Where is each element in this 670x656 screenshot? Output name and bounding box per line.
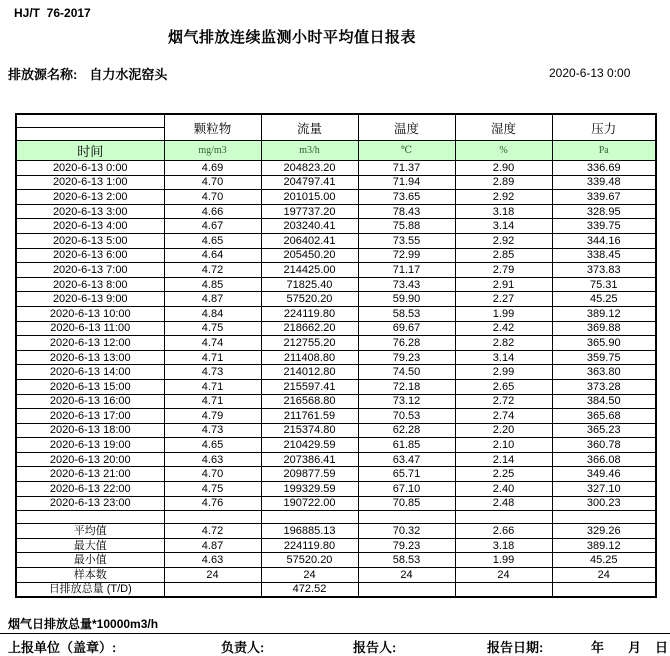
value-cell-4: 389.12 xyxy=(552,306,656,321)
unit-cell-0: mg/m3 xyxy=(164,141,261,161)
value-cell-2: 71.17 xyxy=(358,263,455,278)
table-row xyxy=(16,292,656,307)
value-cell-4: 300.23 xyxy=(552,496,656,511)
time-cell: 2020-6-13 5:00 xyxy=(16,233,164,248)
summary-value-4: 329.26 xyxy=(552,524,656,539)
table-row xyxy=(16,350,656,365)
value-cell-0: 4.70 xyxy=(164,175,261,190)
summary-label: 最小值 xyxy=(16,553,164,568)
summary-value-1: 196885.13 xyxy=(261,524,358,539)
footer-divider xyxy=(0,633,670,634)
unit-cell-2: ℃ xyxy=(358,141,455,161)
table-row xyxy=(16,306,656,321)
time-cell: 2020-6-13 7:00 xyxy=(16,263,164,278)
time-cell: 2020-6-13 17:00 xyxy=(16,409,164,424)
time-cell: 2020-6-13 19:00 xyxy=(16,438,164,453)
value-cell-3: 2.91 xyxy=(455,277,552,292)
value-cell-3: 2.99 xyxy=(455,365,552,380)
unit-cell-3: % xyxy=(455,141,552,161)
summary-value-0: 24 xyxy=(164,568,261,583)
summary-row xyxy=(16,524,656,539)
summary-value-2: 24 xyxy=(358,568,455,583)
value-cell-4: 339.67 xyxy=(552,190,656,205)
value-cell-4: 338.45 xyxy=(552,248,656,263)
value-cell-0: 4.69 xyxy=(164,161,261,176)
value-cell-0: 4.67 xyxy=(164,219,261,234)
time-cell: 2020-6-13 20:00 xyxy=(16,452,164,467)
value-cell-3: 2.89 xyxy=(455,175,552,190)
value-cell-0: 4.73 xyxy=(164,423,261,438)
value-cell-2: 73.65 xyxy=(358,190,455,205)
value-cell-1: 197737.20 xyxy=(261,204,358,219)
report-table-body xyxy=(16,161,656,598)
value-cell-4: 365.23 xyxy=(552,423,656,438)
value-cell-0: 4.74 xyxy=(164,336,261,351)
value-cell-2: 72.18 xyxy=(358,379,455,394)
value-cell-2: 63.47 xyxy=(358,452,455,467)
value-cell-4: 336.69 xyxy=(552,161,656,176)
value-cell-1: 203240.41 xyxy=(261,219,358,234)
table-row xyxy=(16,161,656,176)
summary-value-3: 3.18 xyxy=(455,538,552,553)
table-row xyxy=(16,263,656,278)
summary-value-1: 24 xyxy=(261,568,358,583)
value-cell-1: 205450.20 xyxy=(261,248,358,263)
value-cell-4: 384.50 xyxy=(552,394,656,409)
table-row xyxy=(16,438,656,453)
value-cell-1: 71825.40 xyxy=(261,277,358,292)
value-cell-3: 2.85 xyxy=(455,248,552,263)
table-row xyxy=(16,233,656,248)
value-cell-2: 61.85 xyxy=(358,438,455,453)
separator-cell xyxy=(358,511,455,524)
value-cell-1: 214012.80 xyxy=(261,365,358,380)
value-cell-4: 327.10 xyxy=(552,482,656,497)
summary-label: 最大值 xyxy=(16,538,164,553)
table-row xyxy=(16,452,656,467)
unit-cell-4: Pa xyxy=(552,141,656,161)
value-cell-3: 2.79 xyxy=(455,263,552,278)
value-cell-3: 1.99 xyxy=(455,306,552,321)
column-header-1: 流量 xyxy=(261,114,358,141)
value-cell-2: 58.53 xyxy=(358,306,455,321)
summary-row xyxy=(16,553,656,568)
month-label: 月 xyxy=(628,640,642,655)
corner-cell-top xyxy=(16,114,164,128)
summary-value-3: 24 xyxy=(455,568,552,583)
value-cell-2: 74.50 xyxy=(358,365,455,380)
value-cell-1: 215597.41 xyxy=(261,379,358,394)
time-cell: 2020-6-13 21:00 xyxy=(16,467,164,482)
value-cell-1: 214425.00 xyxy=(261,263,358,278)
value-cell-0: 4.76 xyxy=(164,496,261,511)
report-datetime: 2020-6-13 0:00 xyxy=(549,66,631,80)
time-cell: 2020-6-13 12:00 xyxy=(16,336,164,351)
value-cell-1: 215374.80 xyxy=(261,423,358,438)
table-row xyxy=(16,379,656,394)
value-cell-4: 369.88 xyxy=(552,321,656,336)
table-row xyxy=(16,219,656,234)
table-row xyxy=(16,496,656,511)
separator-cell xyxy=(16,511,164,524)
emission-source-label: 排放源名称: xyxy=(8,67,78,82)
summary-value-4 xyxy=(552,582,656,597)
value-cell-3: 2.20 xyxy=(455,423,552,438)
value-cell-4: 339.48 xyxy=(552,175,656,190)
summary-value-1: 57520.20 xyxy=(261,553,358,568)
value-cell-0: 4.66 xyxy=(164,204,261,219)
value-cell-4: 366.08 xyxy=(552,452,656,467)
value-cell-3: 3.14 xyxy=(455,350,552,365)
table-row xyxy=(16,248,656,263)
time-cell: 2020-6-13 4:00 xyxy=(16,219,164,234)
value-cell-4: 339.75 xyxy=(552,219,656,234)
summary-value-3: 1.99 xyxy=(455,553,552,568)
column-header-0: 颗粒物 xyxy=(164,114,261,141)
table-row xyxy=(16,482,656,497)
value-cell-0: 4.71 xyxy=(164,394,261,409)
value-cell-1: 201015.00 xyxy=(261,190,358,205)
table-row xyxy=(16,277,656,292)
value-cell-3: 2.48 xyxy=(455,496,552,511)
value-cell-4: 45.25 xyxy=(552,292,656,307)
report-date-label: 报告日期: xyxy=(487,640,544,655)
value-cell-0: 4.87 xyxy=(164,292,261,307)
value-cell-0: 4.84 xyxy=(164,306,261,321)
table-row xyxy=(16,365,656,380)
value-cell-0: 4.75 xyxy=(164,482,261,497)
summary-value-2: 70.32 xyxy=(358,524,455,539)
page-title: 烟气排放连续监测小时平均值日报表 xyxy=(167,29,416,46)
summary-value-4: 24 xyxy=(552,568,656,583)
value-cell-2: 71.94 xyxy=(358,175,455,190)
value-cell-4: 359.75 xyxy=(552,350,656,365)
value-cell-3: 2.92 xyxy=(455,233,552,248)
report-table-head xyxy=(16,114,656,161)
value-cell-0: 4.65 xyxy=(164,438,261,453)
value-cell-4: 363.80 xyxy=(552,365,656,380)
value-cell-2: 73.12 xyxy=(358,394,455,409)
value-cell-2: 59.90 xyxy=(358,292,455,307)
time-cell: 2020-6-13 11:00 xyxy=(16,321,164,336)
standard-number: HJ/T 76-2017 xyxy=(14,6,91,20)
summary-value-1: 224119.80 xyxy=(261,538,358,553)
table-row xyxy=(16,394,656,409)
value-cell-3: 2.27 xyxy=(455,292,552,307)
value-cell-2: 79.23 xyxy=(358,350,455,365)
value-cell-3: 2.82 xyxy=(455,336,552,351)
value-cell-2: 71.37 xyxy=(358,161,455,176)
corner-cell-bottom xyxy=(16,128,164,141)
summary-row xyxy=(16,568,656,583)
value-cell-4: 365.68 xyxy=(552,409,656,424)
value-cell-1: 190722.00 xyxy=(261,496,358,511)
value-cell-3: 2.90 xyxy=(455,161,552,176)
year-label: 年 xyxy=(591,640,605,655)
table-row xyxy=(16,190,656,205)
value-cell-2: 70.85 xyxy=(358,496,455,511)
summary-value-4: 389.12 xyxy=(552,538,656,553)
separator-row xyxy=(16,511,656,524)
value-cell-3: 2.14 xyxy=(455,452,552,467)
value-cell-0: 4.64 xyxy=(164,248,261,263)
value-cell-1: 57520.20 xyxy=(261,292,358,307)
value-cell-0: 4.75 xyxy=(164,321,261,336)
time-cell: 2020-6-13 18:00 xyxy=(16,423,164,438)
value-cell-3: 2.25 xyxy=(455,467,552,482)
table-row xyxy=(16,467,656,482)
value-cell-1: 224119.80 xyxy=(261,306,358,321)
value-cell-0: 4.79 xyxy=(164,409,261,424)
summary-value-3 xyxy=(455,582,552,597)
value-cell-2: 65.71 xyxy=(358,467,455,482)
table-row xyxy=(16,409,656,424)
table-row xyxy=(16,423,656,438)
value-cell-2: 78.43 xyxy=(358,204,455,219)
value-cell-2: 73.55 xyxy=(358,233,455,248)
time-cell: 2020-6-13 3:00 xyxy=(16,204,164,219)
time-header: 时间 xyxy=(16,141,164,161)
value-cell-2: 67.10 xyxy=(358,482,455,497)
unit-cell-1: m3/h xyxy=(261,141,358,161)
time-cell: 2020-6-13 8:00 xyxy=(16,277,164,292)
report-unit-label: 上报单位（盖章）: xyxy=(8,640,117,655)
summary-label: 平均值 xyxy=(16,524,164,539)
value-cell-0: 4.63 xyxy=(164,452,261,467)
value-cell-1: 216568.80 xyxy=(261,394,358,409)
value-cell-1: 212755.20 xyxy=(261,336,358,351)
value-cell-2: 72.99 xyxy=(358,248,455,263)
column-header-2: 温度 xyxy=(358,114,455,141)
time-cell: 2020-6-13 13:00 xyxy=(16,350,164,365)
value-cell-0: 4.65 xyxy=(164,233,261,248)
value-cell-1: 206402.41 xyxy=(261,233,358,248)
summary-row xyxy=(16,538,656,553)
reporter-label: 报告人: xyxy=(353,640,397,655)
value-cell-1: 218662.20 xyxy=(261,321,358,336)
value-cell-4: 373.83 xyxy=(552,263,656,278)
value-cell-4: 365.90 xyxy=(552,336,656,351)
value-cell-0: 4.71 xyxy=(164,350,261,365)
time-cell: 2020-6-13 9:00 xyxy=(16,292,164,307)
summary-value-0: 4.87 xyxy=(164,538,261,553)
time-cell: 2020-6-13 1:00 xyxy=(16,175,164,190)
value-cell-2: 75.88 xyxy=(358,219,455,234)
time-cell: 2020-6-13 6:00 xyxy=(16,248,164,263)
value-cell-2: 70.53 xyxy=(358,409,455,424)
responsible-person-label: 负责人: xyxy=(221,640,265,655)
value-cell-4: 373.28 xyxy=(552,379,656,394)
value-cell-3: 2.40 xyxy=(455,482,552,497)
total-emission-note: 烟气日排放总量*10000m3/h xyxy=(8,617,159,631)
value-cell-1: 209877.59 xyxy=(261,467,358,482)
header-row-top xyxy=(16,114,656,128)
value-cell-2: 76.28 xyxy=(358,336,455,351)
day-label: 日 xyxy=(655,640,669,655)
table-row xyxy=(16,204,656,219)
column-header-4: 压力 xyxy=(552,114,656,141)
value-cell-3: 3.18 xyxy=(455,204,552,219)
value-cell-4: 349.46 xyxy=(552,467,656,482)
value-cell-0: 4.70 xyxy=(164,190,261,205)
value-cell-1: 204823.20 xyxy=(261,161,358,176)
separator-cell xyxy=(261,511,358,524)
report-table xyxy=(15,113,657,598)
time-cell: 2020-6-13 10:00 xyxy=(16,306,164,321)
value-cell-3: 2.72 xyxy=(455,394,552,409)
value-cell-0: 4.73 xyxy=(164,365,261,380)
time-cell: 2020-6-13 14:00 xyxy=(16,365,164,380)
value-cell-2: 62.28 xyxy=(358,423,455,438)
emission-source-line xyxy=(8,64,167,83)
time-cell: 2020-6-13 15:00 xyxy=(16,379,164,394)
value-cell-4: 75.31 xyxy=(552,277,656,292)
value-cell-3: 2.74 xyxy=(455,409,552,424)
summary-label: 样本数 xyxy=(16,568,164,583)
separator-cell xyxy=(455,511,552,524)
value-cell-4: 328.95 xyxy=(552,204,656,219)
emission-source-name: 自力水泥窑头 xyxy=(89,67,168,82)
value-cell-0: 4.71 xyxy=(164,379,261,394)
value-cell-2: 73.43 xyxy=(358,277,455,292)
summary-value-0: 4.63 xyxy=(164,553,261,568)
summary-value-3: 2.66 xyxy=(455,524,552,539)
value-cell-3: 3.14 xyxy=(455,219,552,234)
value-cell-0: 4.72 xyxy=(164,263,261,278)
table-row xyxy=(16,321,656,336)
value-cell-3: 2.42 xyxy=(455,321,552,336)
value-cell-1: 211408.80 xyxy=(261,350,358,365)
value-cell-2: 69.67 xyxy=(358,321,455,336)
value-cell-3: 2.92 xyxy=(455,190,552,205)
table-row xyxy=(16,175,656,190)
summary-value-4: 45.25 xyxy=(552,553,656,568)
value-cell-1: 207386.41 xyxy=(261,452,358,467)
time-cell: 2020-6-13 0:00 xyxy=(16,161,164,176)
value-cell-1: 211761.59 xyxy=(261,409,358,424)
summary-value-0 xyxy=(164,582,261,597)
separator-cell xyxy=(552,511,656,524)
summary-row xyxy=(16,582,656,597)
summary-label: 日排放总量 (T/D) xyxy=(16,582,164,597)
value-cell-1: 199329.59 xyxy=(261,482,358,497)
summary-value-2: 79.23 xyxy=(358,538,455,553)
summary-value-0: 4.72 xyxy=(164,524,261,539)
summary-value-2: 58.53 xyxy=(358,553,455,568)
separator-cell xyxy=(164,511,261,524)
value-cell-0: 4.85 xyxy=(164,277,261,292)
time-cell: 2020-6-13 2:00 xyxy=(16,190,164,205)
summary-value-1: 472.52 xyxy=(261,582,358,597)
unit-row xyxy=(16,141,656,161)
column-header-3: 湿度 xyxy=(455,114,552,141)
value-cell-1: 210429.59 xyxy=(261,438,358,453)
value-cell-0: 4.70 xyxy=(164,467,261,482)
value-cell-3: 2.10 xyxy=(455,438,552,453)
value-cell-3: 2.65 xyxy=(455,379,552,394)
time-cell: 2020-6-13 22:00 xyxy=(16,482,164,497)
value-cell-1: 204797.41 xyxy=(261,175,358,190)
time-cell: 2020-6-13 16:00 xyxy=(16,394,164,409)
time-cell: 2020-6-13 23:00 xyxy=(16,496,164,511)
table-row xyxy=(16,336,656,351)
summary-value-2 xyxy=(358,582,455,597)
value-cell-4: 344.16 xyxy=(552,233,656,248)
value-cell-4: 360.78 xyxy=(552,438,656,453)
